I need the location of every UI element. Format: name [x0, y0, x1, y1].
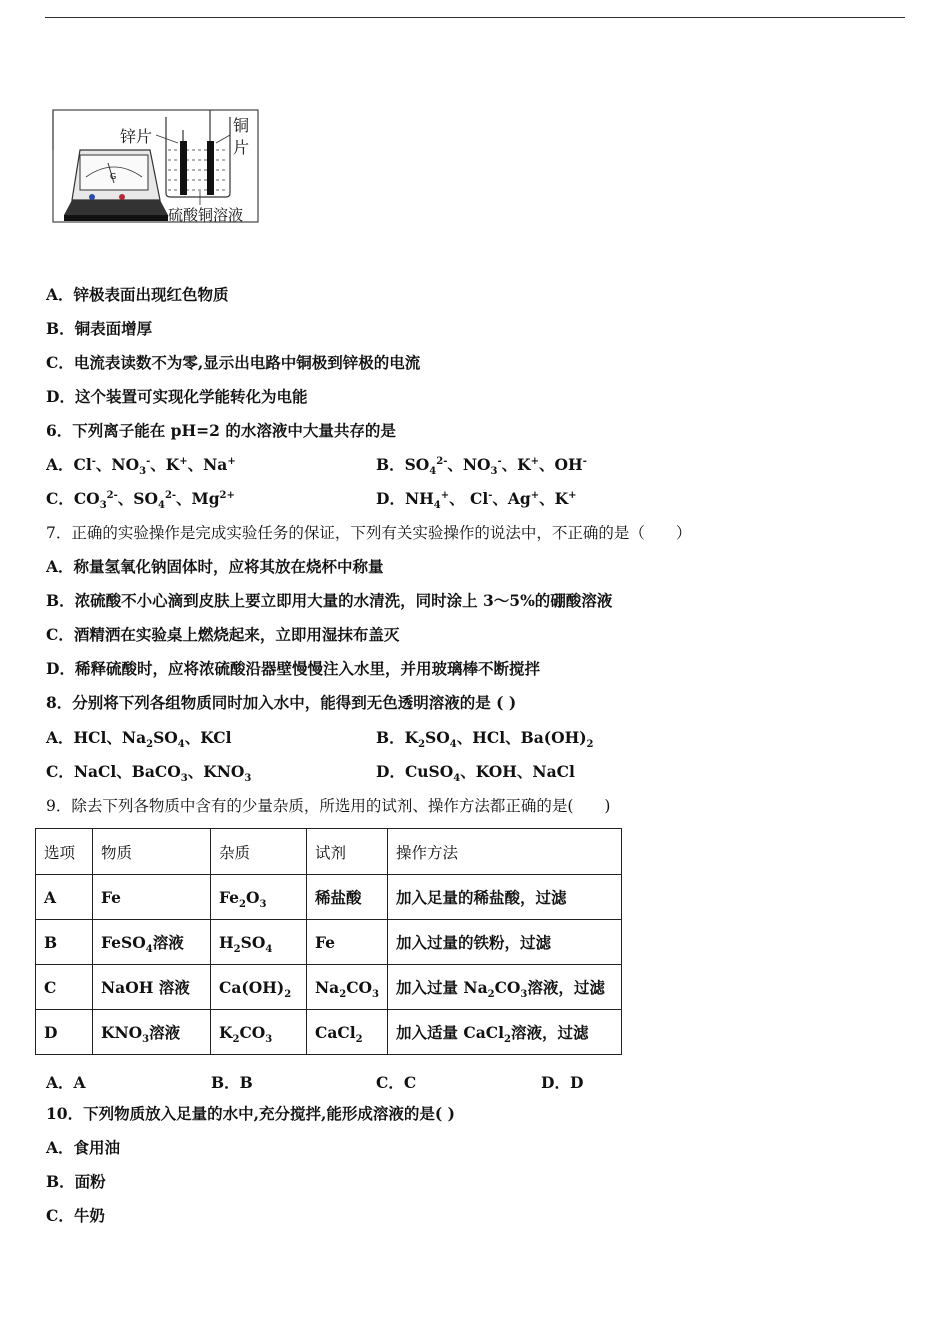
q5-option-c: C．电流表读数不为零,显示出电路中铜极到锌极的电流: [46, 353, 421, 372]
table-row: [36, 1010, 622, 1055]
label-solution: 硫酸铜溶液: [168, 206, 244, 224]
table-cell-reagent: 稀盐酸: [307, 875, 388, 920]
q7-option-c: C．酒精洒在实验桌上燃烧起来，立即用湿抹布盖灭: [46, 625, 400, 644]
q9-answer-a: A．A: [46, 1073, 86, 1092]
table-header-cell: 试剂: [307, 829, 388, 875]
table-cell-option: A: [36, 875, 93, 920]
table-header-cell: 物质: [93, 829, 211, 875]
q7-option-b: B．浓硫酸不小心滴到皮肤上要立即用大量的水清洗，同时涂上 3～5%的硼酸溶液: [46, 591, 613, 610]
q10-option-c: C．牛奶: [46, 1206, 105, 1225]
table-row: [36, 965, 622, 1010]
q5-option-d: D．这个装置可实现化学能转化为电能: [46, 387, 308, 406]
q10-stem: 10．下列物质放入足量的水中,充分搅拌,能形成溶液的是( ): [46, 1104, 455, 1123]
q6-option-c: C．$CO_3^{2-}$、$SO_4^{2-}$、$Mg^{2+}$: [46, 489, 235, 512]
table-cell-substance: FeSO$_4$溶液: [93, 920, 211, 965]
label-zinc: 锌片: [120, 127, 153, 146]
q5-option-b: B．铜表面增厚: [46, 319, 153, 338]
table-cell-reagent: Fe: [307, 920, 388, 965]
table-cell-option: C: [36, 965, 93, 1010]
q5-option-a: A．锌极表面出现红色物质: [46, 285, 229, 304]
table-cell-option: B: [36, 920, 93, 965]
table-cell-substance: NaOH 溶液: [93, 965, 211, 1010]
q7-option-d: D．稀释硫酸时，应将浓硫酸沿器壁慢慢注入水里，并用玻璃棒不断搅拌: [46, 659, 540, 678]
q6-option-b: B．$SO_4^{2-}$、$NO_3^-$、K+、OH-: [376, 455, 587, 478]
q9-answer-c: C．C: [376, 1073, 417, 1092]
table-header-row: [36, 829, 622, 875]
q10-option-b: B．面粉: [46, 1172, 106, 1191]
q6-option-d: D．$NH_4^+$、 Cl-、Ag+、K+: [376, 489, 577, 512]
q9-stem: 9．除去下列各物质中含有的少量杂质，所选用的试剂、操作方法都正确的是( ): [46, 797, 611, 815]
q8-option-b: B．$K_2SO_4$、HCl、$Ba(OH)_2$: [376, 728, 594, 751]
header-rule: [45, 17, 905, 18]
q10-option-a: A．食用油: [46, 1138, 121, 1157]
q9-table: [35, 828, 622, 1055]
table-cell-substance: Fe: [93, 875, 211, 920]
q6-option-a: A．Cl-、$NO_3^-$、K+、Na+: [46, 455, 236, 478]
label-copper: 铜片: [233, 116, 250, 157]
table-cell-option: D: [36, 1010, 93, 1055]
zinc-electrode: [180, 141, 187, 195]
table-cell-reagent: CaCl$_2$: [307, 1010, 388, 1055]
q6-stem: 6．下列离子能在 pH=2 的水溶液中大量共存的是: [46, 421, 396, 440]
table-row: [36, 875, 622, 920]
copper-electrode: [207, 141, 214, 195]
q8-option-a: A．HCl、$Na_2SO_4$、KCl: [46, 728, 232, 751]
meter-symbol: G: [110, 172, 117, 181]
q7-stem: 7．正确的实验操作是完成实验任务的保证，下列有关实验操作的说法中，不正确的是（ ）: [46, 524, 692, 542]
table-cell-impurity: $K_2CO_3$: [211, 1010, 307, 1055]
table-header-cell: 操作方法: [388, 829, 622, 875]
table-header-cell: 杂质: [211, 829, 307, 875]
q9-answer-d: D．D: [541, 1073, 584, 1092]
table-cell-substance: $KNO_3$溶液: [93, 1010, 211, 1055]
table-cell-method: 加入过量 $Na_2CO_3$溶液，过滤: [388, 965, 622, 1010]
q8-stem: 8．分别将下列各组物质同时加入水中，能得到无色透明溶液的是 ( ): [46, 693, 517, 712]
table-cell-impurity: $Fe_2O_3$: [211, 875, 307, 920]
q9-answer-b: B．B: [211, 1073, 253, 1092]
table-cell-impurity: $H_2SO_4$: [211, 920, 307, 965]
q8-option-d: D．CuSO$_4$、KOH、NaCl: [376, 762, 575, 785]
table-cell-impurity: $Ca(OH)_2$: [211, 965, 307, 1010]
table-cell-method: 加入适量 CaCl$_2$溶液，过滤: [388, 1010, 622, 1055]
table-cell-method: 加入足量的稀盐酸，过滤: [388, 875, 622, 920]
q7-option-a: A．称量氢氧化钠固体时，应将其放在烧杯中称量: [46, 557, 384, 576]
table-row: [36, 920, 622, 965]
table-header-cell: 选项: [36, 829, 93, 875]
table-cell-reagent: $Na_2CO_3$: [307, 965, 388, 1010]
table-cell-method: 加入过量的铁粉，过滤: [388, 920, 622, 965]
q8-option-c: C．NaCl、BaCO$_3$、$KNO_3$: [46, 762, 252, 785]
